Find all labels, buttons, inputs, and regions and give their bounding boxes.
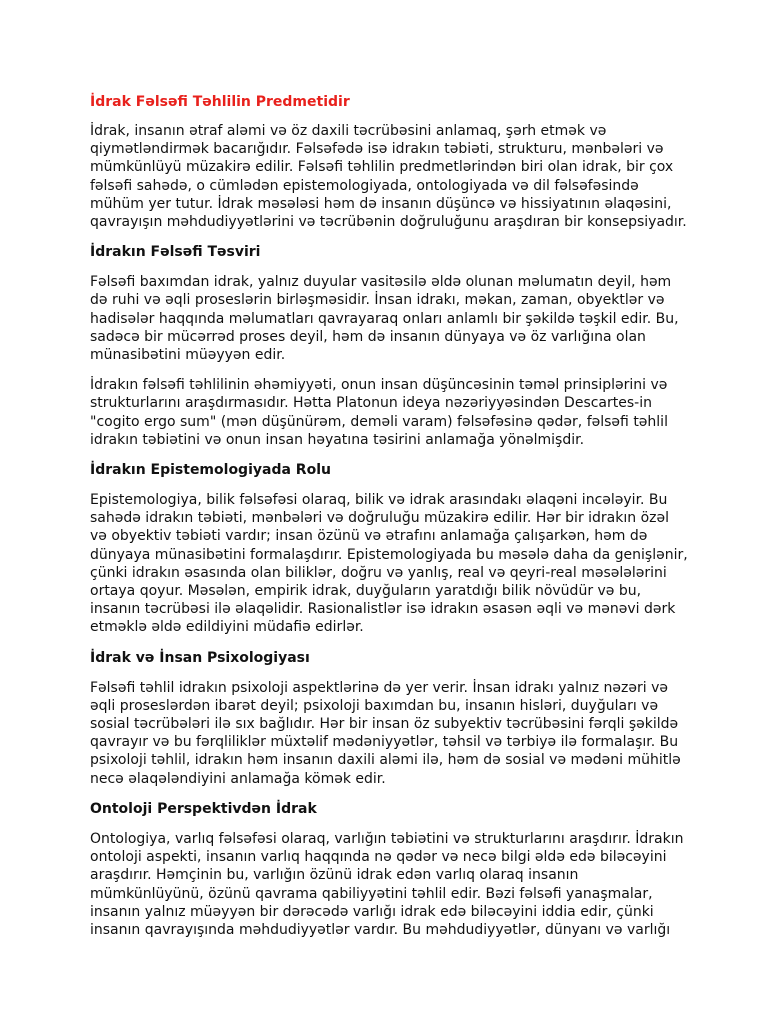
section-epistemology [90,461,690,637]
section-paragraph: Epistemologiya, bilik fəlsəfəsi olaraq, bilik və idrak arasındakı əlaqəni incələyir. Bu sahədə idrakın təbiəti, mənbələri və doğruluğu müzakirə edilir. Hər bir idrakın özəl və obyektiv təbiəti vardır; insan özünü və ətrafını anlamağa çalışarkən, həm də dünyaya münasibətini formalaşdırır. Epistemologiyada bu məsələ daha da genişlənir, çünki idrakın əsasında olan biliklər, doğru və yanlış, real və qeyri-real məsələlərini ortaya qoyur. Məsələn, empirik idrak, duyğuların yaratdığı bilik növüdür və bu, insanın təcrübəsi ilə əlaqəlidir. Rasionalistlər isə idrakın əsasən əqli və mənəvi dərk etməklə əldə edildiyini müdafiə edirlər. [90,492,688,636]
section-philosophical-description [90,243,690,449]
section-paragraph: Ontologiya, varlıq fəlsəfəsi olaraq, varlığın təbiətini və strukturlarını araşdırır. İdrakın ontoloji aspekti, insanın varlıq haqqında nə qədər və necə bilgi əldə edə biləcəyini araşdırır. Həmçinin bu, varlığın özünü idrak edən varlıq olaraq insanın mümkünlüyünü, özünü qavrama qabiliyyətini təhlil edir. Bəzi fəlsəfi yanaşmalar, insanın yalnız müəyyən bir dərəcədə varlığı idrak edə biləcəyini iddia edir, çünki insanın qavrayışında məhdudiyyətlər vardır. Bu məhdudiyyətlər, dünyanı və varlığı [90,830,684,938]
section-paragraph: Fəlsəfi təhlil idrakın psixoloji aspektlərinə də yer verir. İnsan idrakı yalnız nəzəri və əqli proseslərdən ibarət deyil; psixoloji baxımdan bu, insanın hisləri, duyğuları və sosial təcrübələri ilə sıx bağlıdır. Hər bir insan öz subyektiv təcrübəsini fərqli şəkildə qavrayır və bu fərqliliklər müxtəlif mədəniyyətlər, təhsil və tərbiyə ilə formalaşır. Bu psixoloji təhlil, idrakın həm insanın daxili aləmi ilə, həm də sosial və mədəni mühitlə necə əlaqələndiyini anlamağa kömək edir. [90,679,681,787]
document-page [90,92,690,939]
section-heading: İdrakın Fəlsəfi Təsviri [90,244,261,261]
section-paragraph: Fəlsəfi baxımdan idrak, yalnız duyular vasitəsilə əldə olunan məlumatın deyil, həm də ruhi və əqli proseslərin birləşməsidir. İnsan idrakı, məkan, zaman, obyektlər və hadisələr haqqında məlumatları qavrayaraq onları anlamlı bir şəkildə təşkil edir. Bu, sadəcə bir mücərrəd proses deyil, həm də insanın dünyaya və öz varlığına olan münasibətini müəyyən edir. [90,274,679,364]
section-heading: Ontoloji Perspektivdən İdrak [90,800,317,817]
intro-paragraph: İdrak, insanın ətraf aləmi və öz daxili təcrübəsini anlamaq, şərh etmək və qiymətləndirmək bacarığıdır. Fəlsəfədə isə idrakın təbiəti, strukturu, mənbələri və mümkünlüyü müzakirə edilir. Fəlsəfi təhlilin predmetlərindən biri olan idrak, bir çox fəlsəfi sahədə, o cümlədən epistemologiyada, ontologiyada və dil fəlsəfəsində mühüm yer tutur. İdrak məsələsi həm də insanın düşüncə və hissiyatının əlaqəsini, qavrayışın məhdudiyyətlərini və təcrübənin doğruluğunu araşdıran bir konsepsiyadır. [90,123,687,231]
section-paragraph: İdrakın fəlsəfi təhlilinin əhəmiyyəti, onun insan düşüncəsinin təməl prinsiplərini və strukturlarını araşdırmasıdır. Hətta Platonun ideya nəzəriyyəsindən Descartes-in "cogito ergo sum" (mən düşünürəm, deməli varam) fəlsəfəsinə qədər, fəlsəfi təhlil idrakın təbiətini və onun insan həyatına təsirini anlamağa yönəlmişdir. [90,377,668,448]
section-psychology [90,649,690,788]
section-heading: İdrakın Epistemologiyada Rolu [90,462,331,479]
section-heading: İdrak və İnsan Psixologiyası [90,649,310,666]
section-ontology [90,800,690,939]
document-title: İdrak Fəlsəfi Təhlilin Predmetidir [90,94,350,110]
